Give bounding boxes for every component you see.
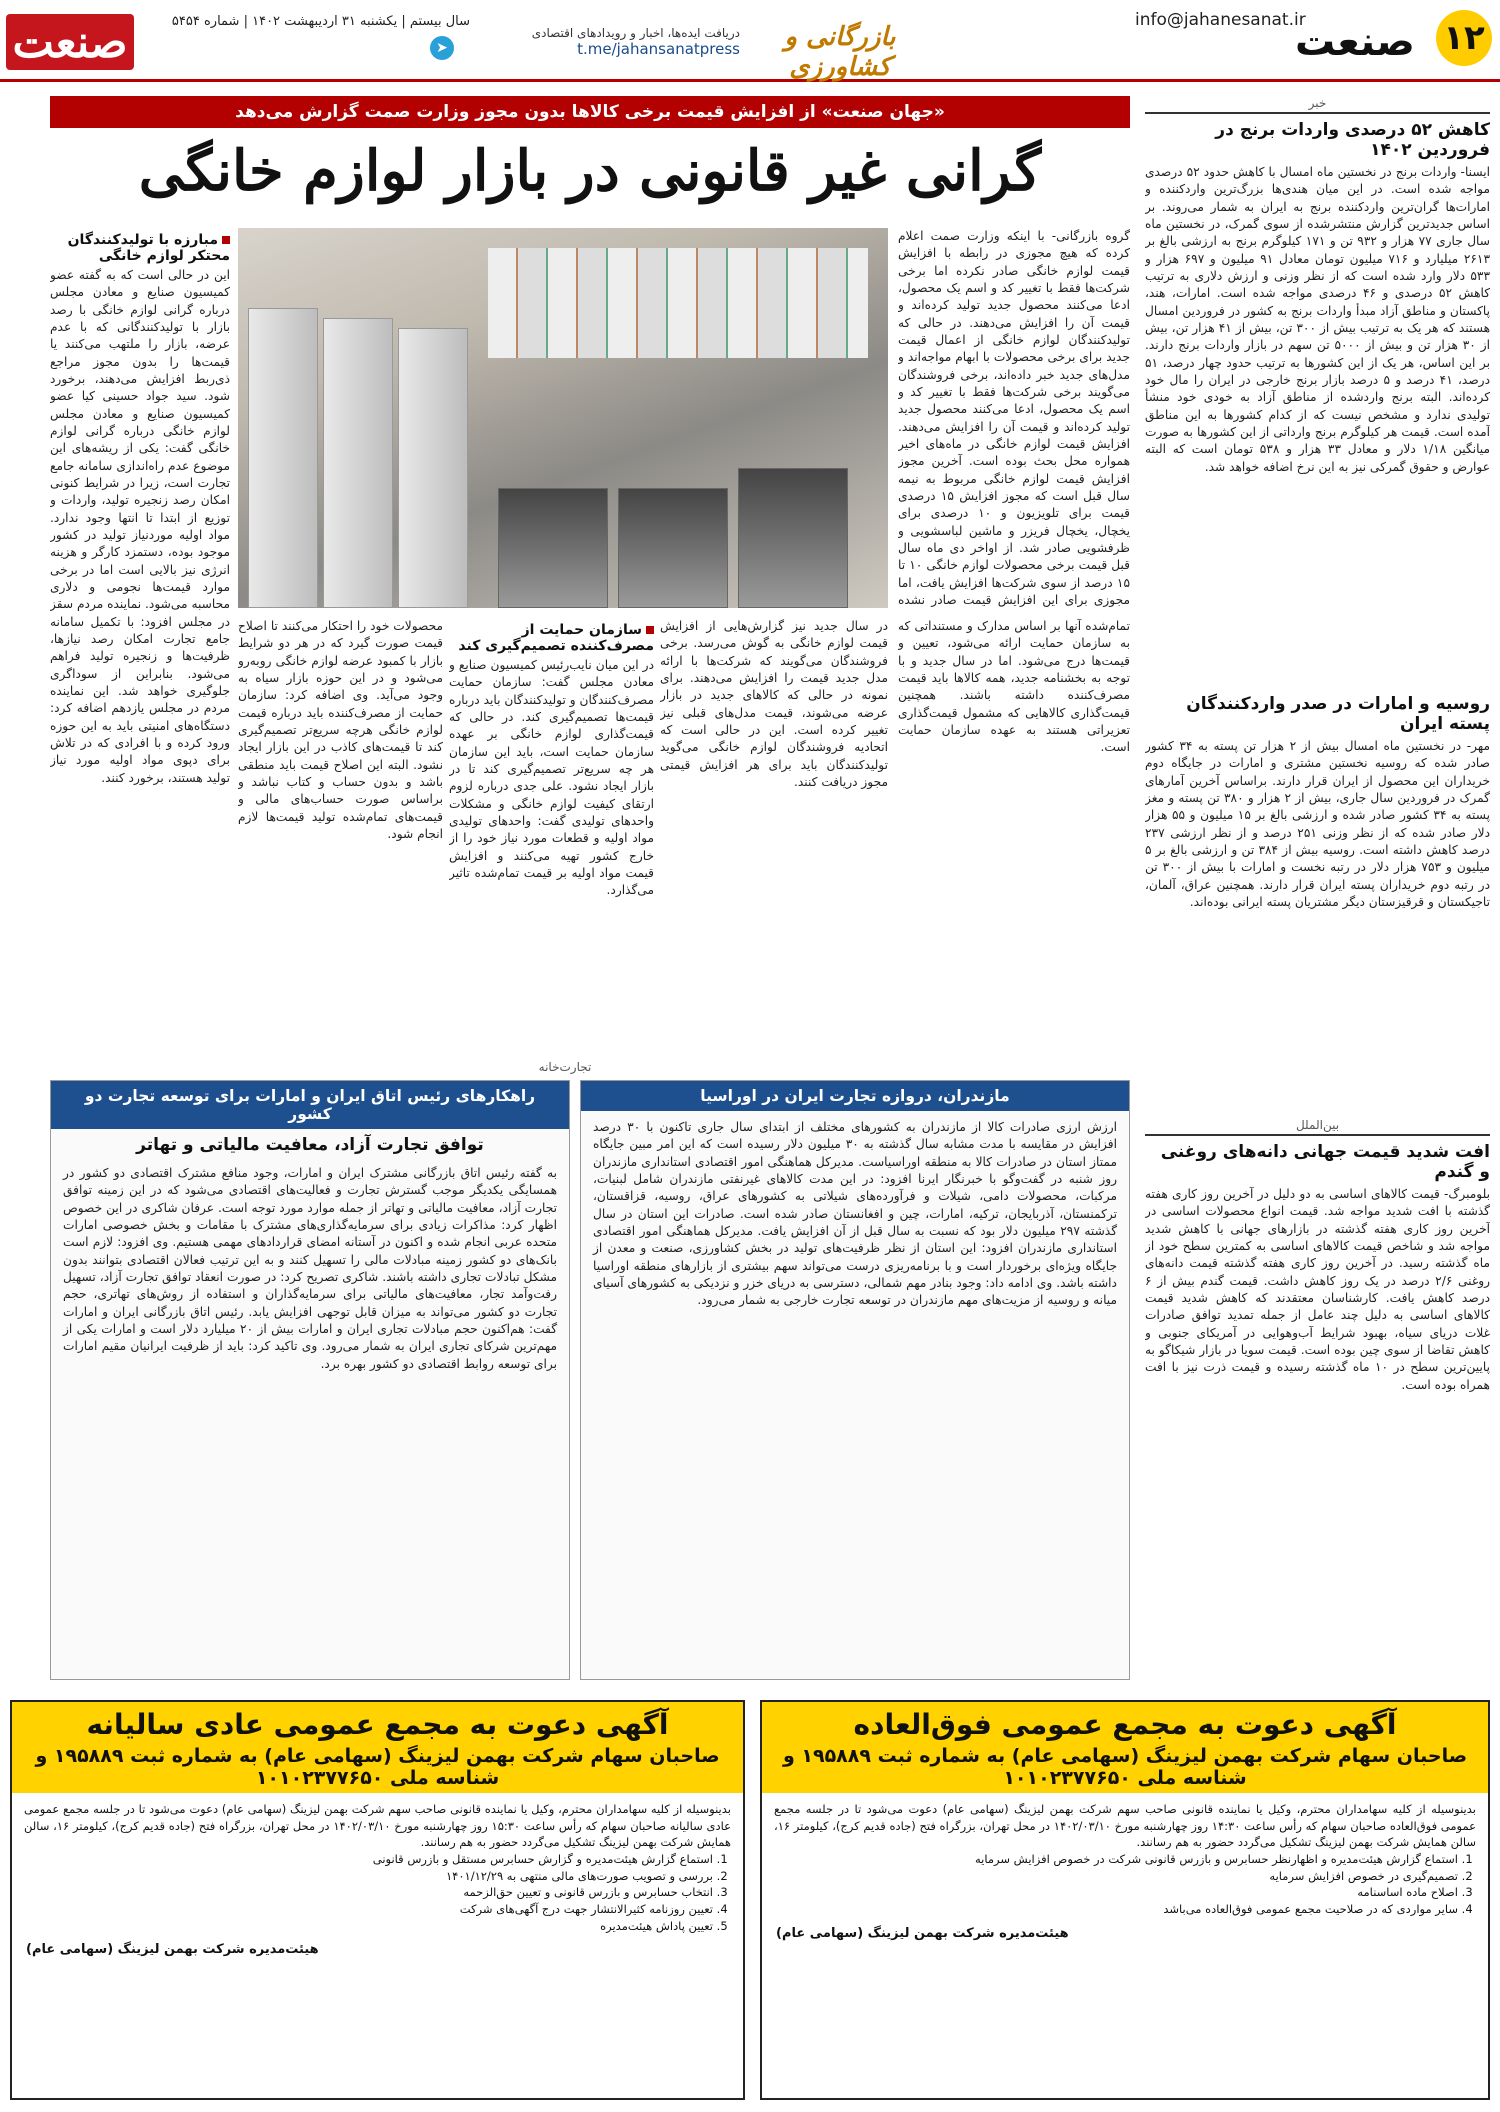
- article-col-bottom-mid-body: در این میان نایب‌رئیس کمیسیون صنایع و معادن مجلس گفت: سازمان حمایت مصرف‌کنندگان و تولیدکنندگان باید درباره قیمت‌ها تصمیم‌گیری کند. در حالی که قیمت‌گذاری لوازم خانگی بر عهده سازمان حمایت است، باید این سازمان هر چه سریع‌تر تصمیم‌گیری کند تا در بازار ایجاد نشود. علی جدی درباره لزوم ارتقای کیفیت لوازم خانگی و مشکلات واحدهای تولیدی گفت: واحدهای تولیدی مواد اولیه و قطعات مورد نیاز خود را از خارج کشور تهیه می‌کنند و افزایش قیمت مواد اولیه بر قیمت تمام‌شده تاثیر می‌گذارد.: [449, 658, 654, 898]
- section-title: بازرگانی و کشاورزی: [784, 22, 896, 82]
- ad-right-agenda: [774, 1851, 1458, 1918]
- ad-left-agenda: [24, 1851, 713, 1934]
- appliance-store-photo: [238, 228, 888, 608]
- ad-annual-meeting: [10, 1700, 745, 2100]
- agenda-item: 4. سایر مواردی که در صلاحیت مجمع عمومی فوق‌العاده می‌باشد: [774, 1901, 1458, 1918]
- news-body-pistachio: مهر- در نخستین ماه امسال بیش از ۲ هزار تن پسته به ۳۴ کشور صادر شده که روسیه نخستین مشتری و امارات در جایگاه دوم خریداران این محصول از ایران قرار دارند. براساس آخرین آمارهای گمرک در فروردین سال جاری، بیش از ۲ هزار و ۳۸۰ تن پسته و مغز پسته به ۳۴ کشور صادر شده و ارزشی بالغ بر ۱۵ میلیون و ۵۵ هزار دلار صادر شده که از نظر وزنی ۲۵۱ درصد و از نظر ارزشی ۲۳۷ درصد کاهش داشته است. روسیه بیش از ۳۸۴ تن و ارزشی بالغ بر ۵ میلیون و ۷۵۳ هزار دلار در رتبه نخست و امارات با بیش از ۳۰۰ تن در رتبه دوم خریداران پسته ایران قرار دارند. همچنین عراق، آلمان، تاجیکستان و قرقیزستان دیگر مشتریان پسته ایرانی بوده‌اند.: [1145, 739, 1490, 909]
- section-logo: صنعت: [1295, 19, 1415, 65]
- box-mazandaran: [580, 1080, 1130, 1680]
- subhead-hoarders: مبارزه با تولیدکنندگان محتکر لوازم خانگی: [67, 232, 230, 264]
- sidebar-section-news: خبر: [1145, 96, 1490, 114]
- ad-left-title: آگهی دعوت به مجمع عمومی عادی سالیانه: [86, 1708, 669, 1741]
- agenda-item: 2. تصمیم‌گیری در خصوص افزایش سرمایه: [774, 1868, 1458, 1885]
- article-col-right: گروه بازرگانی- با اینکه وزارت صمت اعلام کرده که هیچ مجوزی در رابطه با افزایش قیمت لوازم خانگی صادر نکرده اما برخی شرکت‌ها فقط با تغییر کد و اسم یک محصول، ادعا می‌کنند محصول جدید تولید کرده‌اند و قیمت آن را افزایش می‌دهند. در حالی که تولیدکنندگان لوازم خانگی از اعمال قیمت جدید برای برخی محصولات با ابهام مواجه‌اند و مدل‌های جدید خبر داده‌اند، برخی فروشندگان می‌گویند برخی شرکت‌ها فقط با تغییر کد و اسم یک محصول، ادعا می‌کنند محصول جدید تولید کرده‌اند و قیمت آن را افزایش می‌دهند. افزایش قیمت لوازم خانگی در ماه‌های اخیر همواره محل بحث بوده است. آخرین مجوز افزایش قیمت لوازم خانگی مربوط به نیمه سال قبل است که مجوز افزایش ۱۵ درصدی قیمت برای تلویزیون و ۱۰ درصدی برای یخچال، یخچال فریزر و ماشین لباسشویی و ظرفشویی صادر شد. از اواخر دی ماه سال قبل قیمت برخی محصولات لوازم خانگی ۱۰ تا ۱۵ درصد از سوی شرکت‌ها افزایش یافت، اما مجوزی برای این افزایش قیمت صادر نشده: [898, 229, 1130, 607]
- box-iran-uae-title: راهکارهای رئیس اتاق ایران و امارات برای توسعه تجارت دو کشور: [51, 1081, 569, 1129]
- headline-band: [50, 96, 1130, 216]
- news-body-rice: ایسنا- واردات برنج در نخستین ماه امسال با کاهش حدود ۵۲ درصدی مواجه شده است. در این میان هندی‌ها بزرگ‌ترین واردکننده و امارات‌ها گران‌ترین واردکننده برنج به ایران به شمار می‌روند. بر اساس جدیدترین گزارش منتشرشده از سوی گمرک، در نخستین ماه سال جاری ۷۷ هزار و ۹۳۲ تن و ۱۷۱ کیلوگرم برنج به ارزشی بالغ بر ۲۶۱۳ میلیارد و ۷۱۶ میلیون تومان معادل ۹۱ میلیون و ۶۹۷ هزار و ۵۳۳ دلار وارد شده است که از نظر وزنی و ارزش دلاری به ترتیب کاهش ۵۲ درصدی و ۴۶ درصدی مواجه شده است. امارات، هند، پاکستان و مناطق آزاد مبدأ واردات برنج به کشور در فروردین امسال هستند که هر یک به ترتیب بیش از ۳۰۰ تن، بیش از ۴۱ هزار تن، بیش از ۳۰ هزار تن و بیش از ۵۰۰۰ تن سهم در بازار واردات برنج دارند. بر این اساس، هر یک از این کشورها به ترتیب حدود چهار درصد، ۵۱ درصد، ۴۱ درصد و ۵ درصد بازار برنج خارجی در ایران را مال خود کرده‌اند. البته برنج واردشده از مناطق آزاد به خودی خود منشأ تولیدی ندارد و مشخص نیست که از کدام کشورها به این مناطق آمده است. قیمت هر کیلوگرم برنج وارداتی از این کشورها به صورت میانگین ۱/۱۸ دلار و معادل ۳۳ هزار و ۵۳۸ تومان است که البته عوارض و حقوق گمرکی نیز به این نرخ اضافه خواهد شد.: [1145, 165, 1490, 474]
- ad-left-header: [12, 1702, 743, 1793]
- ad-extraordinary-meeting: [760, 1700, 1490, 2100]
- article-col-left: [50, 228, 230, 1048]
- agenda-item: 2. بررسی و تصویب صورت‌های مالی منتهی به ۱۴۰۱/۱۲/۲۹: [24, 1868, 713, 1885]
- tejarat-section-label: تجارت‌خانه: [538, 1060, 592, 1074]
- ad-right-company: صاحبان سهام شرکت بهمن لیزینگ (سهامی عام) به شماره ثبت ۱۹۵۸۸۹ و شناسه ملی ۱۰۱۰۲۳۷۷۶۵۰: [782, 1745, 1468, 1789]
- box-mazandaran-body: ارزش ارزی صادرات کالا از مازندران به کشورهای مختلف از ابتدای سال جاری تاکنون با ۳۰ درصد افزایش در مقایسه با مدت مشابه سال گذشته به ۳۰ میلیون دلار رسیده است که این امر مبین جایگاه ممتاز استان در صادرات کالا به منطقه اوراسیاست. مدیرکل هماهنگی امور اقتصادی استانداری مازندران روز شنبه در گفت‌وگو با خبرنگار ایرنا افزود: در این مدت کالاهای غیرنفتی مازندران شامل لبنیات، مرکبات، محصولات دامی، شیلات و فرآورده‌های شیلاتی به کشورهای عراق، روسیه، قزاقستان، ترکمنستان، آذربایجان، ترکیه، امارات، چین و افغانستان صادر شده است. صادرات این استان در سال گذشته ۲۹۷ میلیون دلار بود که نسبت به سال قبل از آن افزایش یافت. مدیرکل هماهنگی امور اقتصادی استانداری مازندران افزود: این استان از نظر ظرفیت‌های تولید در بخش کشاورزی، صنعت و معدن از جایگاه ویژه‌ای برخوردار است و با برنامه‌ریزی درست می‌تواند سهم بیشتری از بازارهای منطقه اوراسیا داشته باشد. وی ادامه داد: وجود بنادر مهم شمالی، دسترسی به دریای خزر و نزدیکی به کشورهای آسیای میانه و روسیه از مزیت‌های مهم مازندران در توسعه تجارت خارجی به شمار می‌رود.: [593, 1120, 1118, 1308]
- box-iran-uae-subtitle: توافق تجارت آزاد، معافیت مالیاتی و تهاتر: [136, 1135, 484, 1155]
- agenda-item: 3. اصلاح ماده اساسنامه: [774, 1884, 1458, 1901]
- headline-title: گرانی غیر قانونی در بازار لوازم خانگی: [138, 138, 1042, 204]
- ad-left-text: بدینوسیله از کلیه سهامداران محترم، وکیل یا نماینده قانونی صاحب سهم شرکت بهمن لیزینگ (سهامی عام) دعوت می‌شود تا در جلسه مجمع عمومی عادی سالیانه صاحبان سهام که رأس ساعت ۱۵:۳۰ روز چهارشنبه مورخ ۱۴۰۲/۰۳/۱۰ در محل تهران، بزرگراه فتح (جاده قدیم کرج)، کیلومتر ۱۶، سالن همایش شرکت بهمن لیزینگ تشکیل می‌گردد حضور به هم رسانند.: [24, 1802, 732, 1850]
- box-iran-uae: [50, 1080, 570, 1680]
- article-col-bottom-right: تمام‌شده آنها بر اساس مدارک و مستنداتی که به سازمان حمایت ارائه می‌شود، تعیین و قیمت‌ها درج می‌شود. اما در سال جدید و با توجه به بخشنامه جدید، همه کالاها باید قیمت مصرف‌کننده داشته باشند. همچنین قیمت‌گذاری کالاهایی که مشمول قیمت‌گذاری تعزیراتی هستند به عهده سازمان حمایت است.: [898, 619, 1130, 755]
- ad-left-signature: هیئت‌مدیره شرکت بهمن لیزینگ (سهامی عام): [26, 1942, 319, 1958]
- page-header: [0, 0, 1500, 82]
- email-link[interactable]: info@jahanesanat.ir: [1135, 10, 1306, 30]
- telegram-icon[interactable]: ➤: [430, 36, 454, 60]
- headline-kicker: «جهان صنعت» از افزایش قیمت برخی کالاها بدون مجوز وزارت صمت گزارش می‌دهد: [50, 96, 1130, 128]
- telegram-handle[interactable]: t.me/jahansanatpress: [577, 40, 740, 58]
- agenda-item: 1. استماع گزارش هیئت‌مدیره و اظهارنظر حسابرس و بازرس قانونی شرکت در خصوص افزایش سرمایه: [774, 1851, 1458, 1868]
- agenda-item: 5. تعیین پاداش هیئت‌مدیره: [24, 1918, 713, 1935]
- article-col-bottom-mid-right: [660, 618, 888, 1048]
- news-sidebar: [1145, 96, 1490, 1576]
- ad-right-body: [762, 1793, 1488, 1926]
- subhead-protection-org: سازمان حمایت از مصرف‌کننده تصمیم‌گیری کند: [458, 622, 654, 654]
- ad-right-header: [762, 1702, 1488, 1793]
- agenda-item: 1. استماع گزارش هیئت‌مدیره و گزارش حسابرس مستقل و بازرس قانونی: [24, 1851, 713, 1868]
- article-col-bottom-mid: [449, 618, 654, 1048]
- ad-left-company: صاحبان سهام شرکت بهمن لیزینگ (سهامی عام) به شماره ثبت ۱۹۵۸۸۹ و شناسه ملی ۱۰۱۰۲۳۷۷۶۵۰: [35, 1745, 720, 1789]
- ad-right-text: بدینوسیله از کلیه سهامداران محترم، وکیل یا نماینده قانونی صاحب سهم شرکت بهمن لیزینگ (سهامی عام) دعوت می‌شود تا در جلسه مجمع عمومی فوق‌العاده صاحبان سهام که رأس ساعت ۱۴:۳۰ روز چهارشنبه مورخ ۱۴۰۲/۰۳/۱۰ در محل تهران، بزرگراه فتح (جاده قدیم کرج)، کیلومتر ۱۶، سالن همایش شرکت بهمن لیزینگ تشکیل می‌گردد حضور به هم رسانند.: [774, 1802, 1476, 1850]
- article-col-bottom-left: محصولات خود را احتکار می‌کنند تا اصلاح قیمت صورت گیرد که در هر دو شرایط بازار با کمبود عرضه لوازم خانگی روبه‌رو می‌شود و در این حوزه بازار سیاه به وجود می‌آید. وی اضافه کرد: سازمان حمایت از مصرف‌کننده باید درباره قیمت لوازم خانگی هرچه سریع‌تر تصمیم‌گیری کند تا قیمت‌های کاذب در این بازار ایجاد نشود. البته این اصلاح قیمت باید منطقی باشد و بدون حساب و کتاب نباشد و براساس صورت حساب‌های مالی و قیمت‌های تمام‌شده تولید قیمت‌ها لازم انجام شود.: [238, 619, 443, 841]
- issue-meta: سال بیستم | یکشنبه ۳۱ اردیبهشت ۱۴۰۲ | شماره ۵۴۵۴: [171, 14, 470, 29]
- news-title-rice: کاهش ۵۲ درصدی واردات برنج در فروردین ۱۴۰۲: [1215, 120, 1490, 160]
- sidebar-section-intl: بین‌الملل: [1145, 1118, 1490, 1136]
- ad-left-body: [12, 1793, 743, 1942]
- agenda-item: 4. تعیین روزنامه کثیرالانتشار جهت درج آگهی‌های شرکت: [24, 1901, 713, 1918]
- ad-right-title: آگهی دعوت به مجمع عمومی فوق‌العاده: [853, 1708, 1397, 1741]
- telegram-promo[interactable]: [450, 26, 740, 66]
- news-body-oilseed: بلومبرگ- قیمت کالاهای اساسی به دو دلیل در آخرین روز کاری هفته گذشته با افت شدید مواجه شد. قیمت انواع محصولات اساسی در آخرین روز کاری هفته گذشته در بازارهای جهانی با کاهش شدید مواجه شد و شاخص قیمت کالاهای اساسی به کمترین سطح خود از ماه گذشته رسید. در آخرین روز کاری هفته گذشته قیمت دانه‌های روغنی ۲/۶ درصد در یک روز کاهش داشت. قیمت گندم بیش از ۶ درصد کاهش یافت. کارشناسان معتقدند که کاهش شدید قیمت کالاهای اساسی به دلیل چند عامل از جمله تمدید توافق صادرات غلات دریای سیاه، بهبود شرایط آب‌وهوایی در آمریکای جنوبی و کاهش تقاضا از سوی چین بوده است. قیمت سویا در بازار شیکاگو به پایین‌ترین سطح در ۱۰ ماه گذشته رسیده و قیمت ذرت نیز با افت همراه بوده است.: [1145, 1187, 1490, 1392]
- page-number: ۱۲: [1436, 10, 1492, 66]
- telegram-title: دریافت ایده‌ها، اخبار و رویدادهای اقتصادی: [531, 26, 740, 40]
- box-mazandaran-title: مازندران، دروازه تجارت ایران در اوراسیا: [581, 1081, 1129, 1111]
- brand-logo: صنعت: [6, 14, 134, 70]
- agenda-item: 3. انتخاب حسابرس و بازرس قانونی و تعیین حق‌الزحمه: [24, 1884, 713, 1901]
- box-iran-uae-body: به گفته رئیس اتاق بازرگانی مشترک ایران و امارات، وجود منافع مشترک اقتصادی دو کشور در همسایگی یکدیگر موجب گسترش تجارت و فعالیت‌های اقتصادی می‌شود که در این زمینه توافق تجارت آزاد، معافیت مالیاتی و تهاتر از جمله موارد مورد توجه است. عرفان شاکری در این خصوص اظهار کرد: مذاکرات زیادی برای سرمایه‌گذاری‌های مشترک با مقامات و بخش خصوصی امارات متحده عربی انجام شده و اکنون در آستانه امضای قراردادهای مهمی هستیم. وی افزود: لازم است بانک‌های دو کشور زمینه مبادلات مالی را تسهیل کنند و به این ترتیب فعالان اقتصادی بتوانند بدون مشکل تبادلات تجاری داشته باشند. شاکری تصریح کرد: در صورت انعقاد توافق تجارت آزاد، تسهیل رفت‌وآمد تجار، معافیت‌های مالیاتی برای سرمایه‌گذاران و استفاده از روش‌های تهاتری، حجم تجارت دو کشور می‌تواند به میزان قابل توجهی افزایش یابد. رئیس اتاق بازرگانی ایران و امارات گفت: هم‌اکنون حجم مبادلات تجاری ایران و امارات بیش از ۲۰ میلیارد دلار است و امارات یکی از مهم‌ترین شرکای تجاری ایران به شمار می‌رود. وی تاکید کرد: باید از ظرفیت ایرانیان مقیم امارات برای توسعه روابط اقتصادی دو کشور بهره برد.: [63, 1166, 557, 1371]
- ad-right-signature: هیئت‌مدیره شرکت بهمن لیزینگ (سهامی عام): [776, 1925, 1069, 1941]
- news-title-pistachio: روسیه و امارات در صدر واردکنندگان پسته ایران: [1186, 694, 1490, 734]
- article-col-mid-top: در سال جدید نیز گزارش‌هایی از افزایش قیمت لوازم خانگی به گوش می‌رسد. برخی فروشندگان می‌گویند که شرکت‌ها با ارائه مدل جدید قیمت را افزایش می‌دهند. برای نمونه در حالی که کالاهای جدید در بازار عرضه می‌شوند، قیمت مدل‌های قبلی نیز تغییر کرده است. این در حالی است که اتحادیه فروشندگان لوازم خانگی می‌گوید تولیدکنندگان باید برای هر افزایش قیمتی مجوز دریافت کنند.: [660, 619, 888, 789]
- article-col-left-body: این در حالی است که به گفته عضو کمیسیون صنایع و معادن مجلس درباره گرانی لوازم خانگی با رصد بازار با تولیدکنندگانی که با عدم عرضه، بازار را ملتهب می‌کنند یا قیمت‌ها را بدون مجوز مراجع ذی‌ربط افزایش می‌دهند، برخورد شود. سید جواد حسینی کیا عضو کمیسیون صنایع و معادن مجلس لوازم خانگی درباره گرانی لوازم خانگی گفت: یکی از ریشه‌های این موضوع عدم راه‌اندازی سامانه جامع تجارت است، زیرا در شرایط کنونی امکان رصد زنجیره تولید، واردات و توزیع از ابتدا تا انتها وجود ندارد. مواد اولیه موردنیاز تولید در کشور موجود بوده، دستمزد کارگر و هزینه انرژی نیز بالایی است اما در برخی موارد قیمت‌ها نجومی و دلاری محاسبه می‌شود. نماینده مردم سقز در مجلس افزود: با تکمیل سامانه جامع تجارت امکان رصد نیازها، ظرفیت‌ها و زنجیره تولید فراهم می‌شود. بنابراین از سوداگری جلوگیری خواهد شد. این نماینده مردم در مجلس یازدهم اضافه کرد: دستگاه‌های امنیتی باید به این حوزه ورود کرده و با افرادی که در تلاش برای دپوی مواد اولیه مورد نیاز تولید هستند، برخورد کنند.: [50, 268, 230, 785]
- news-title-oilseed: افت شدید قیمت جهانی دانه‌های روغنی و گندم: [1160, 1142, 1490, 1182]
